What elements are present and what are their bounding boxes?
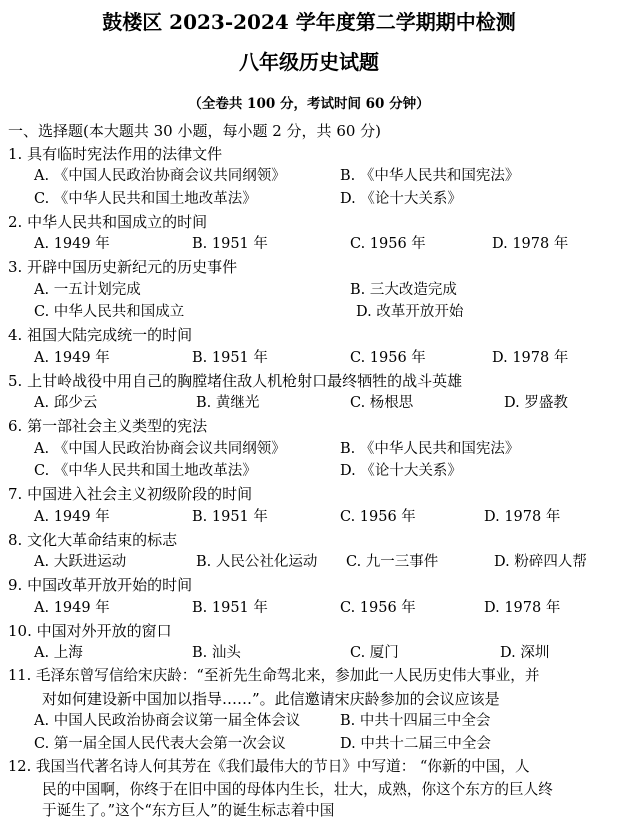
question-3-option-a: A. 一五计划完成 [34,282,141,298]
exam-subtitle: 八年级历史试题 [239,50,379,74]
question-2-stem: 2. 中华人民共和国成立的时间 [8,213,208,231]
question-6-stem: 6. 第一部社会主义类型的宪法 [8,417,208,435]
question-10-option-b: B. 汕头 [192,645,241,661]
question-8-option-b: B. 人民公社化运动 [196,554,318,570]
question-12-stem-continued-2: 于诞生了。”这个“东方巨人”的诞生标志着中国 [42,802,335,819]
question-6-option-b: B. 《中华人民共和国宪法》 [340,441,520,457]
question-8-option-a: A. 大跃进运动 [34,554,127,570]
question-11-option-a: A. 中国人民政治协商会议第一届全体会议 [34,713,301,729]
question-8-option-c: C. 九一三事件 [346,554,439,570]
question-9-option-a: A. 1949 年 [34,600,110,616]
question-10-option-c: C. 厦门 [350,645,399,661]
question-5-option-c: C. 杨根思 [350,395,414,411]
question-4-stem: 4. 祖国大陆完成统一的时间 [8,326,193,344]
question-11-stem: 11. 毛泽东曾写信给宋庆龄：“至祈先生命驾北来，参加此一人民历史伟大事业，并 [8,667,540,684]
question-8-stem: 8. 文化大革命结束的标志 [8,531,178,549]
question-9-option-d: D. 1978 年 [484,600,561,616]
question-6-option-d: D. 《论十大关系》 [340,463,462,479]
question-2-option-a: A. 1949 年 [34,236,110,252]
question-12-stem: 12. 我国当代著名诗人何其芳在《我们最伟大的节日》中写道： “你新的中国，人 [8,758,530,775]
question-11-option-c: C. 第一届全国人民代表大会第一次会议 [34,736,286,752]
question-1-option-d: D. 《论十大关系》 [340,191,462,207]
question-7-option-c: C. 1956 年 [340,509,416,525]
question-1-option-c: C. 《中华人民共和国土地改革法》 [34,191,257,207]
question-5-option-a: A. 邱少云 [34,395,98,411]
question-3-option-b: B. 三大改造完成 [350,282,457,298]
question-10-option-a: A. 上海 [34,645,83,661]
question-8-option-d: D. 粉碎四人帮 [494,554,587,570]
question-1-option-a: A. 《中国人民政治协商会议共同纲领》 [34,168,286,184]
question-2-option-c: C. 1956 年 [350,236,426,252]
question-9-option-b: B. 1951 年 [192,600,268,616]
question-3-option-c: C. 中华人民共和国成立 [34,304,185,320]
question-10-option-d: D. 深圳 [500,645,550,661]
exam-title: 鼓楼区 2023-2024 学年度第二学期期中检测 [102,10,516,34]
section-heading: 一、选择题(本大题共 30 小题，每小题 2 分，共 60 分) [8,122,382,140]
question-2-option-d: D. 1978 年 [492,236,569,252]
question-6-option-c: C. 《中华人民共和国土地改革法》 [34,463,257,479]
question-7-stem: 7. 中国进入社会主义初级阶段的时间 [8,485,253,503]
question-9-option-c: C. 1956 年 [340,600,416,616]
question-4-option-d: D. 1978 年 [492,350,569,366]
question-4-option-a: A. 1949 年 [34,350,110,366]
question-1-option-b: B. 《中华人民共和国宪法》 [340,168,520,184]
question-12-stem-continued: 民的中国啊，你终于在旧中国的母体内生长，壮大，成熟，你这个东方的巨人终 [42,781,553,798]
question-1-stem: 1. 具有临时宪法作用的法律文件 [8,145,223,163]
question-7-option-d: D. 1978 年 [484,509,561,525]
question-9-stem: 9. 中国改革开放开始的时间 [8,576,193,594]
question-11-option-b: B. 中共十四届三中全会 [340,713,491,729]
question-11-option-d: D. 中共十二届三中全会 [340,736,491,752]
question-10-stem: 10. 中国对外开放的窗口 [8,622,172,640]
exam-note: （全卷共 100 分，考试时间 60 分钟） [188,96,430,112]
question-3-option-d: D. 改革开放开始 [356,304,464,320]
question-5-option-d: D. 罗盛教 [504,395,568,411]
question-6-option-a: A. 《中国人民政治协商会议共同纲领》 [34,441,286,457]
question-4-option-c: C. 1956 年 [350,350,426,366]
question-4-option-b: B. 1951 年 [192,350,268,366]
question-7-option-b: B. 1951 年 [192,509,268,525]
question-3-stem: 3. 开辟中国历史新纪元的历史事件 [8,258,238,276]
question-2-option-b: B. 1951 年 [192,236,268,252]
question-5-stem: 5. 上甘岭战役中用自己的胸膛堵住敌人机枪射口最终牺牲的战斗英雄 [8,372,463,390]
question-5-option-b: B. 黄继光 [196,395,260,411]
question-11-stem-continued: 对如何建设新中国加以指导……”。此信邀请宋庆龄参加的会议应该是 [42,690,500,708]
question-7-option-a: A. 1949 年 [34,509,110,525]
